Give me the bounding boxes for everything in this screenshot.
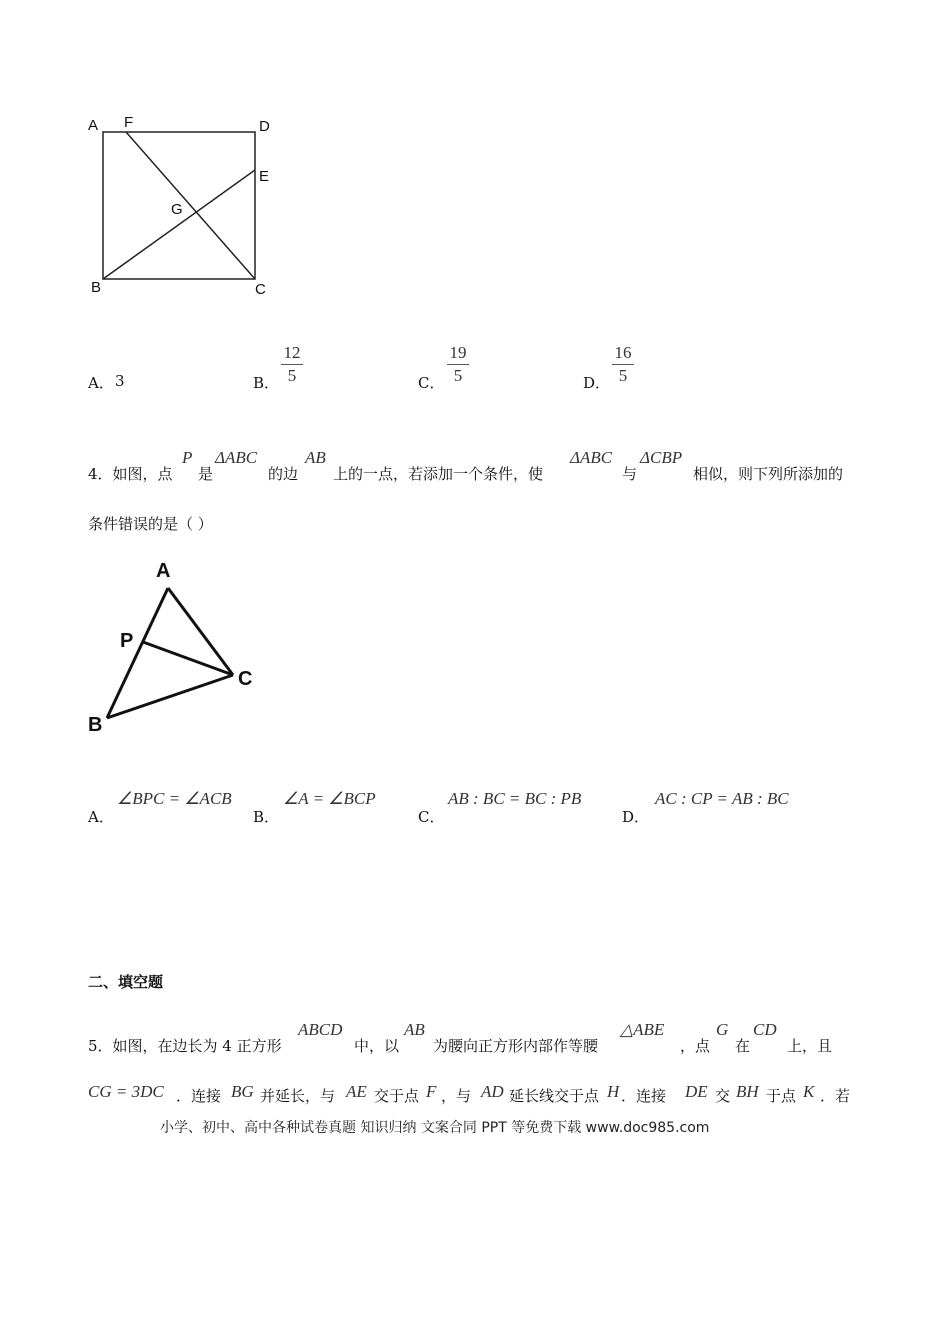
q5-text-12: ．连接 [621, 1087, 667, 1105]
figure1-label-f: F [124, 114, 134, 131]
fraction-bar [447, 364, 469, 365]
q5-math-k: K [803, 1082, 815, 1101]
figure1-label-e: E [259, 168, 270, 185]
q5-math-bg: BG [231, 1082, 254, 1101]
q4-option-c-expr: AB : BC = BC : PB [448, 789, 582, 808]
q5-text-1: 5．如图，在边长为 4 正方形 [88, 1037, 282, 1055]
q5-math-ab: AB [404, 1020, 425, 1039]
q4-option-a-expr: ∠BPC = ∠ACB [117, 789, 232, 808]
q3-option-b-letter: B． [253, 374, 280, 392]
q5-text-9: 交于点 [374, 1087, 420, 1105]
q3-option-d-fraction [612, 343, 634, 386]
fraction-denominator: 5 [453, 366, 463, 385]
fraction-bar [281, 364, 303, 365]
triangle-label-c: C [238, 668, 253, 690]
q5-math-h: H [607, 1082, 620, 1101]
q5-text-15: ．若 [820, 1087, 851, 1105]
fraction-bar [612, 364, 634, 365]
q5-math-cg-eq: CG = 3DC [88, 1082, 164, 1101]
q3-option-b-fraction [281, 343, 303, 386]
q4-text-5: 与 [622, 465, 638, 483]
q5-math-de: DE [685, 1082, 708, 1101]
fraction-denominator: 5 [287, 366, 297, 385]
q4-text-4: 上的一点，若添加一个条件，使 [333, 465, 544, 483]
q5-text-2: 中，以 [354, 1037, 400, 1055]
q4-option-d-expr: AC : CP = AB : BC [655, 789, 789, 808]
q5-math-abcd: ABCD [298, 1020, 343, 1039]
q4-text-3: 的边 [268, 465, 299, 483]
q3-option-c-letter: C． [418, 374, 445, 392]
q4-option-b-letter: B． [253, 808, 280, 826]
q4-math-abc: ΔABC [215, 448, 258, 467]
fraction-numerator: 19 [449, 343, 467, 362]
q5-math-ad: AD [481, 1082, 504, 1101]
q5-text-10: ，与 [441, 1087, 472, 1105]
q4-math-cbp: ΔCBP [640, 448, 683, 467]
q4-option-b-expr: ∠A = ∠BCP [283, 789, 376, 808]
triangle-label-p: P [120, 630, 134, 652]
figure1-label-a: A [88, 117, 99, 134]
q4-text-2: 是 [198, 465, 214, 483]
triangle-figure [85, 560, 285, 750]
q4-option-a-letter: A． [88, 808, 114, 826]
fraction-numerator: 12 [283, 343, 301, 362]
figure1-label-b: B [91, 279, 102, 296]
q5-math-abe: △ABE [620, 1020, 665, 1039]
q3-option-a-value: 3 [115, 372, 125, 390]
fraction-denominator: 5 [618, 366, 628, 385]
q4-math-abc-2: ΔABC [570, 448, 613, 467]
q5-text-3: 为腰向正方形内部作等腰 [433, 1037, 599, 1055]
page-footer: 小学、初中、高中各种试卷真题 知识归纳 文案合同 PPT 等免费下载 www.doc985.com [160, 1120, 710, 1136]
q5-text-7: ．连接 [176, 1087, 222, 1105]
q5-text-11: 延长线交于点 [509, 1087, 600, 1105]
triangle-label-b: B [88, 714, 103, 736]
q3-option-d-letter: D． [583, 374, 611, 392]
q5-text-6: 上，且 [787, 1037, 833, 1055]
q5-text-5: 在 [735, 1037, 751, 1055]
q4-math-ab: AB [305, 448, 326, 467]
q4-option-d-letter: D． [622, 808, 650, 826]
figure1-label-c: C [255, 281, 266, 298]
q5-math-bh: BH [736, 1082, 759, 1101]
q3-option-c-fraction [447, 343, 469, 386]
q5-text-8: 并延长，与 [260, 1087, 336, 1105]
q5-text-4: ，点 [680, 1037, 711, 1055]
section-heading: 二、填空题 [88, 973, 164, 991]
q4-option-c-letter: C． [418, 808, 445, 826]
q4-text-line2: 条件错误的是（ ） [88, 515, 213, 533]
q4-math-p: P [182, 448, 193, 467]
figure1-label-g: G [171, 201, 183, 218]
figure1-label-d: D [259, 118, 270, 135]
triangle-label-a: A [156, 560, 171, 582]
q3-option-a-letter: A． [88, 374, 114, 392]
q5-text-14: 于点 [766, 1087, 797, 1105]
q4-text-6: 相似，则下列所添加的 [693, 465, 844, 483]
q5-math-f: F [426, 1082, 437, 1101]
q4-text-1: 4．如图，点 [88, 465, 173, 483]
q5-math-cd: CD [753, 1020, 777, 1039]
q5-math-ae: AE [346, 1082, 367, 1101]
fraction-numerator: 16 [614, 343, 632, 362]
q5-math-g: G [716, 1020, 729, 1039]
q5-text-13: 交 [715, 1087, 731, 1105]
